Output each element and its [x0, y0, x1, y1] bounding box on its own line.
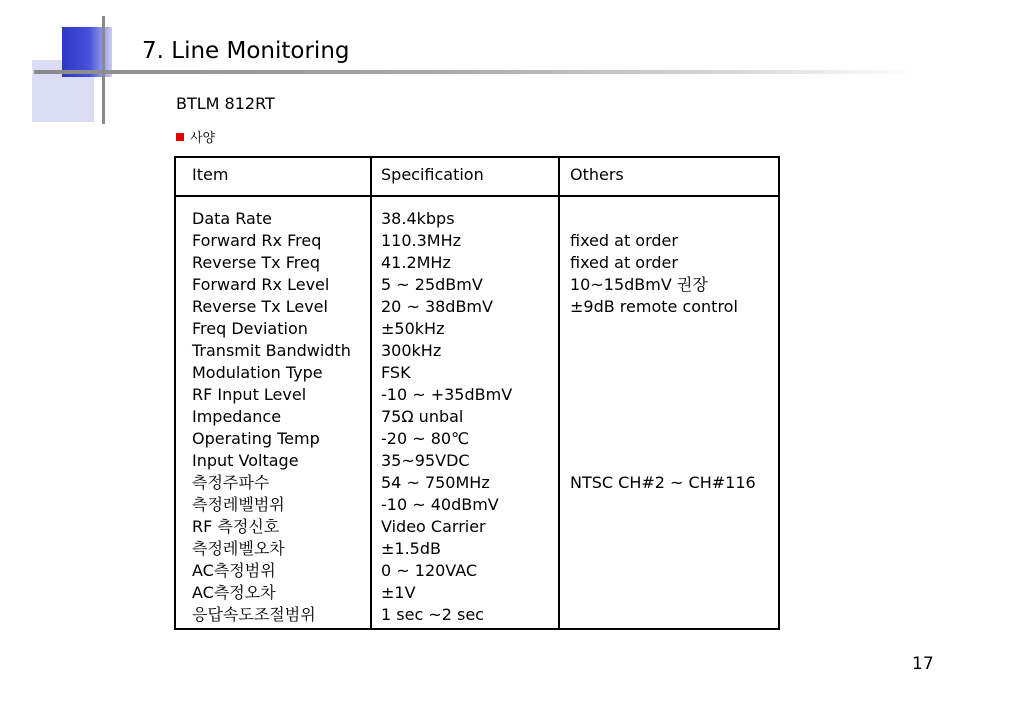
column-divider [370, 158, 372, 628]
decor-horizontal-line [34, 70, 914, 74]
others-cell [570, 406, 756, 428]
others-cell [570, 516, 756, 538]
others-cell: fixed at order [570, 231, 678, 250]
specification-cell: 75Ω unbal [381, 407, 464, 426]
slide-title: 7. Line Monitoring [142, 38, 350, 64]
item-cell: Modulation Type [192, 363, 323, 382]
others-cell [570, 604, 756, 626]
item-column [192, 208, 351, 626]
others-cell [570, 318, 756, 340]
item-cell: Forward Rx Freq [192, 231, 322, 250]
specification-cell: 38.4kbps [381, 209, 455, 228]
others-column [570, 208, 756, 626]
decor-vertical-line [102, 16, 105, 124]
item-cell: Freq Deviation [192, 319, 308, 338]
specification-cell: 110.3MHz [381, 231, 462, 250]
others-cell [570, 428, 756, 450]
header-others: Others [570, 165, 624, 184]
header-specification: Specification [381, 165, 484, 184]
specification-cell: ±1V [381, 583, 416, 602]
column-divider [558, 158, 560, 628]
bullet-square-icon [176, 133, 184, 141]
header-item: Item [192, 165, 229, 184]
specification-cell: 5 ~ 25dBmV [381, 275, 483, 294]
others-cell [570, 560, 756, 582]
specification-cell: 300kHz [381, 341, 442, 360]
spec-heading-label: 사양 [190, 131, 216, 146]
others-cell: NTSC CH#2 ~ CH#116 [570, 473, 756, 492]
others-cell: ±9dB remote control [570, 297, 738, 316]
item-cell: RF 측정신호 [192, 517, 280, 536]
specification-cell: 0 ~ 120VAC [381, 561, 478, 580]
item-cell: AC측정오차 [192, 583, 276, 602]
spec-table [174, 156, 780, 630]
others-cell [570, 362, 756, 384]
spec-heading [176, 127, 215, 146]
item-cell: Operating Temp [192, 429, 320, 448]
specification-cell: Video Carrier [381, 517, 486, 536]
specification-cell: 1 sec ~2 sec [381, 605, 484, 624]
others-cell [570, 538, 756, 560]
others-cell [570, 450, 756, 472]
others-cell [570, 582, 756, 604]
others-cell [570, 494, 756, 516]
item-cell: 응답속도조절범위 [192, 605, 316, 624]
item-cell: Transmit Bandwidth [192, 341, 351, 360]
item-cell: Reverse Tx Level [192, 297, 328, 316]
page-number: 17 [912, 654, 934, 674]
others-cell [570, 384, 756, 406]
item-cell: Forward Rx Level [192, 275, 330, 294]
others-cell [570, 208, 756, 230]
specification-cell: 54 ~ 750MHz [381, 473, 490, 492]
specification-cell: -20 ~ 80℃ [381, 429, 470, 448]
item-cell: Reverse Tx Freq [192, 253, 320, 272]
specification-column [381, 208, 512, 626]
item-cell: RF Input Level [192, 385, 307, 404]
item-cell: Input Voltage [192, 451, 299, 470]
specification-cell: 20 ~ 38dBmV [381, 297, 493, 316]
specification-cell: -10 ~ 40dBmV [381, 495, 499, 514]
item-cell: Data Rate [192, 209, 272, 228]
item-cell: Impedance [192, 407, 282, 426]
header-divider [176, 195, 778, 197]
item-cell: 측정레벨범위 [192, 495, 285, 514]
item-cell: AC측정범위 [192, 561, 276, 580]
item-cell: 측정주파수 [192, 473, 270, 492]
others-cell: 10~15dBmV 권장 [570, 275, 708, 294]
specification-cell: ±1.5dB [381, 539, 441, 558]
specification-cell: 35~95VDC [381, 451, 470, 470]
specification-cell: 41.2MHz [381, 253, 451, 272]
specification-cell: ±50kHz [381, 319, 445, 338]
model-name: BTLM 812RT [176, 94, 275, 113]
others-cell [570, 340, 756, 362]
specification-cell: -10 ~ +35dBmV [381, 385, 513, 404]
specification-cell: FSK [381, 363, 411, 382]
item-cell: 측정레벨오차 [192, 539, 285, 558]
others-cell: fixed at order [570, 253, 678, 272]
